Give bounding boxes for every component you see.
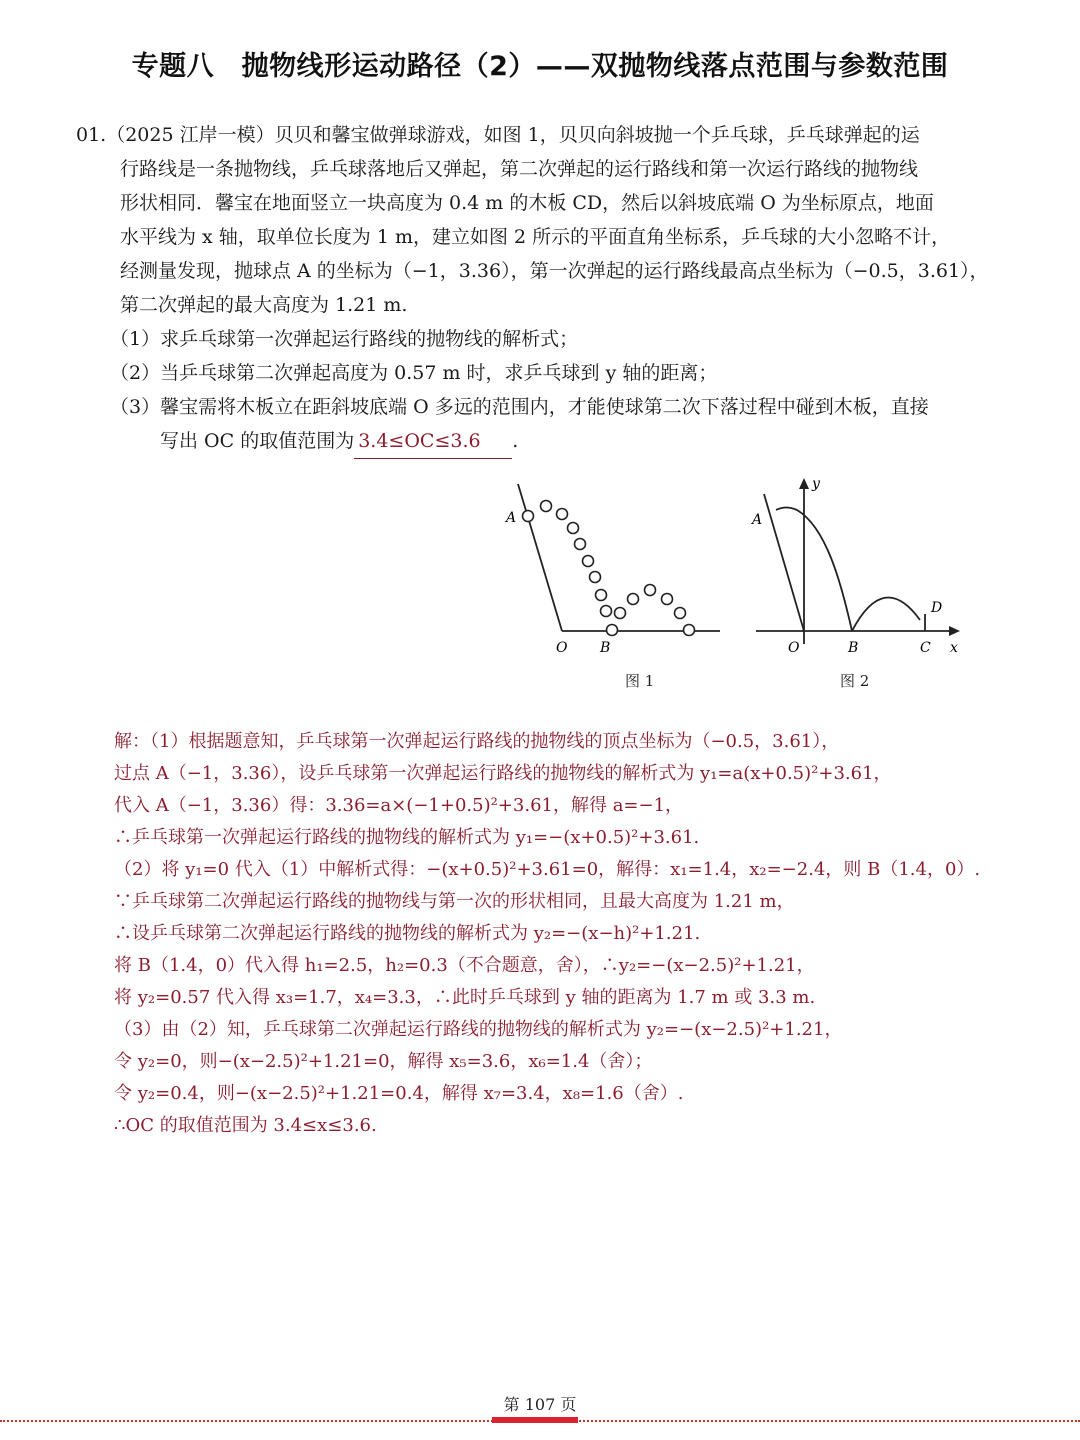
x-axis-arrow	[949, 626, 960, 636]
figure-2	[746, 472, 976, 658]
solution-line: ∴乒乓球第一次弹起运行路线的抛物线的解析式为 y₁=−(x+0.5)²+3.61.	[114, 827, 700, 848]
fig2-label-x: x	[950, 640, 958, 656]
solution-line: 代入 A（−1，3.36）得：3.36=a×(−1+0.5)²+3.61，解得 a=−1，	[114, 795, 684, 816]
fig2-label-O: O	[788, 640, 800, 656]
fig2-label-D: D	[931, 600, 943, 616]
fig1-label-B: B	[600, 640, 611, 656]
ball	[541, 501, 552, 512]
ball-trail	[523, 501, 695, 636]
ball	[601, 606, 612, 617]
solution-line: 将 B（1.4，0）代入得 h₁=2.5，h₂=0.3（不合题意，舍），∴y₂=−(x−2.5)²+1.21，	[114, 955, 815, 976]
figure-1-caption: 图 1	[625, 672, 655, 690]
figure-1	[500, 476, 730, 656]
fig2-label-C: C	[920, 640, 931, 656]
subquestion-1: （1）求乒乓球第一次弹起运行路线的抛物线的解析式；	[110, 328, 579, 350]
problem-line: 行路线是一条抛物线，乒乓球落地后又弹起，第二次弹起的运行路线和第一次运行路线的抛物线	[120, 158, 919, 180]
solution-line: 过点 A（−1，3.36），设乒乓球第一次弹起运行路线的抛物线的解析式为 y₁=a(x+0.5)²+3.61，	[114, 763, 892, 784]
ball	[590, 572, 601, 583]
first-parabola	[776, 508, 852, 632]
ball	[575, 539, 586, 550]
answer-suffix: .	[512, 430, 519, 452]
answer-prefix: 写出 OC 的取值范围为	[160, 430, 355, 452]
fig1-label-O: O	[556, 640, 568, 656]
fig2-label-y: y	[812, 476, 820, 492]
ball	[628, 594, 639, 605]
fig1-label-A: A	[506, 510, 517, 526]
solution-line: 解：（1）根据题意知，乒乓球第一次弹起运行路线的抛物线的顶点坐标为（−0.5，3.61），	[114, 731, 840, 752]
ball	[583, 556, 594, 567]
problem-line: 水平线为 x 轴，取单位长度为 1 m，建立如图 2 所示的平面直角坐标系，乒乓球的大小忽略不计，	[120, 226, 951, 248]
ball	[568, 523, 579, 534]
ball	[523, 511, 534, 522]
subquestion-2: （2）当乒乓球第二次弹起高度为 0.57 m 时，求乒乓球到 y 轴的距离；	[110, 362, 718, 384]
footer-accent-bar	[492, 1417, 578, 1423]
problem-line: 形状相同．馨宝在地面竖立一块高度为 0.4 m 的木板 CD，然后以斜坡底端 O 为坐标原点，地面	[120, 192, 934, 214]
solution-line: 令 y₂=0.4，则−(x−2.5)²+1.21=0.4，解得 x₇=3.4，x₈=1.6（舍）.	[114, 1083, 684, 1104]
solution-line: 将 y₂=0.57 代入得 x₃=1.7，x₄=3.3，∴此时乒乓球到 y 轴的距离为 1.7 m 或 3.3 m.	[114, 987, 816, 1008]
ball	[607, 625, 618, 636]
second-parabola	[852, 597, 920, 631]
solution-line: ∵乒乓球第二次弹起运行路线的抛物线与第一次的形状相同，且最大高度为 1.21 m，	[114, 891, 795, 912]
subquestion-3: （3）馨宝需将木板立在距斜坡底端 O 多远的范围内，才能使球第二次下落过程中碰到木板，直接	[110, 396, 929, 418]
fig2-label-A: A	[752, 512, 763, 528]
problem-line: 经测量发现，抛球点 A 的坐标为（−1，3.36），第一次弹起的运行路线最高点坐标为（−0.5，3.61），	[120, 260, 989, 282]
problem-line: 01.（2025 江岸一模）贝贝和馨宝做弹球游戏，如图 1，贝贝向斜坡抛一个乒乓球，乒乓球弹起的运	[76, 124, 920, 146]
slope-line	[764, 494, 804, 631]
solution-line: （3）由（2）知，乒乓球第二次弹起运行路线的抛物线的解析式为 y₂=−(x−2.5)²+1.21，	[114, 1019, 843, 1040]
ball	[596, 590, 607, 601]
subquestion-3-answer-line	[160, 424, 518, 459]
ball	[675, 608, 686, 619]
page-number: 第 107 页	[503, 1395, 577, 1414]
ball	[557, 509, 568, 520]
ball	[645, 585, 656, 596]
filled-answer: 3.4≤OC≤3.6	[354, 424, 512, 459]
page-title: 专题八 抛物线形运动路径（2）——双抛物线落点范围与参数范围	[131, 51, 949, 82]
solution-line: ∴设乒乓球第二次弹起运行路线的抛物线的解析式为 y₂=−(x−h)²+1.21.	[114, 923, 701, 944]
ball	[684, 625, 695, 636]
solution-line: 令 y₂=0，则−(x−2.5)²+1.21=0，解得 x₅=3.6，x₆=1.4（舍）；	[114, 1051, 653, 1072]
solution-line: ∴OC 的取值范围为 3.4≤x≤3.6.	[114, 1115, 377, 1136]
ball	[662, 594, 673, 605]
problem-line: 第二次弹起的最大高度为 1.21 m.	[120, 294, 408, 316]
figure-2-caption: 图 2	[840, 672, 870, 690]
solution-line: （2）将 y₁=0 代入（1）中解析式得：−(x+0.5)²+3.61=0，解得：x₁=1.4，x₂=−2.4，则 B（1.4，0）.	[114, 859, 981, 880]
fig2-label-B: B	[848, 640, 859, 656]
ball	[615, 608, 626, 619]
y-axis-arrow	[799, 478, 809, 489]
